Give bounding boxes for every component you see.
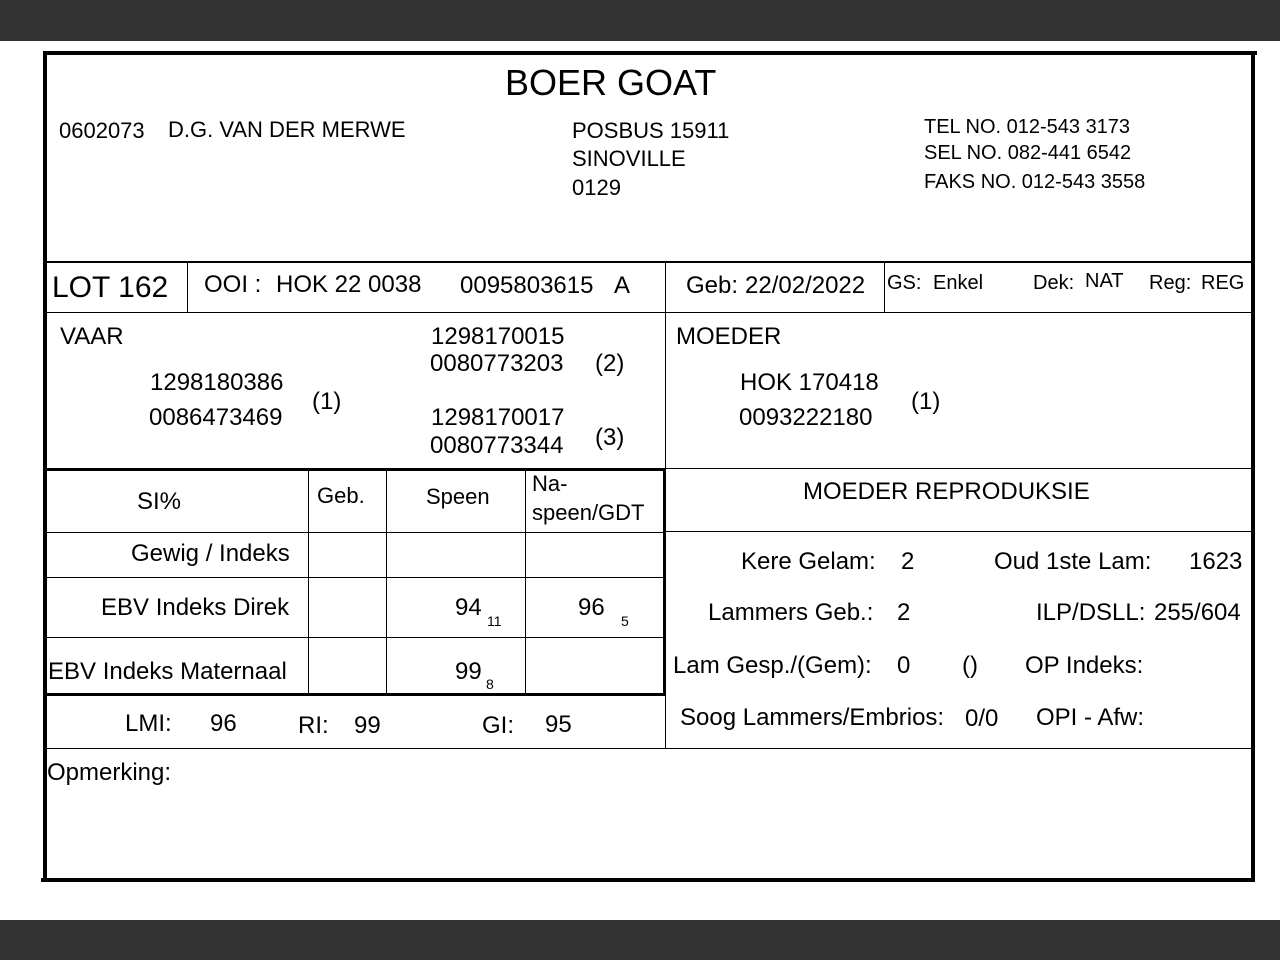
line-above-remarks	[45, 748, 1253, 749]
moeder-label: MOEDER	[676, 323, 782, 350]
gi-value: 95	[545, 711, 572, 738]
direk-naspeen-value: 96	[578, 594, 605, 621]
ilp-dsll-value: 255/604	[1154, 599, 1241, 626]
ri-label: RI:	[298, 712, 329, 739]
line-below-repro-title	[666, 531, 1253, 532]
ebv-table-right	[663, 468, 666, 696]
sel-number: SEL NO. 082-441 6542	[924, 142, 1132, 164]
dek-label: Dek:	[1033, 272, 1075, 294]
ebv-col-divider-2	[386, 470, 387, 694]
grandsire-1-reg: 1298170015	[431, 323, 565, 350]
geb-cell-divider	[884, 262, 885, 313]
speen-header: Speen	[426, 484, 490, 509]
naspeen-header-line-1: Na-	[532, 471, 568, 496]
gi-label: GI:	[482, 712, 515, 739]
ebv-col-divider-3	[525, 470, 526, 694]
dek-value: NAT	[1085, 270, 1124, 292]
soog-lammers-label: Soog Lammers/Embrios:	[680, 704, 945, 731]
maternaal-speen-subscript: 8	[486, 676, 494, 692]
grandsire-2-mark: (3)	[595, 424, 625, 451]
remarks-label: Opmerking:	[47, 759, 172, 786]
lmi-label: LMI:	[125, 710, 172, 737]
op-indeks-label: OP Indeks:	[1025, 652, 1144, 679]
ebv-row-divider-2	[45, 577, 665, 578]
oud-lam-value: 1623	[1189, 548, 1243, 575]
address-line-2: SINOVILLE	[572, 146, 686, 171]
soog-lammers-value: 0/0	[965, 705, 999, 732]
lot-cell-divider	[187, 262, 188, 313]
oud-lam-label: Oud 1ste Lam:	[994, 548, 1152, 575]
ilp-dsll-label: ILP/DSLL:	[1036, 599, 1146, 626]
ooi-grade: A	[614, 272, 631, 299]
ebv-col-divider-1	[308, 470, 309, 694]
grandsire-1-id: 0080773203	[430, 350, 564, 377]
reg-value: REG	[1201, 272, 1245, 294]
geb-header: Geb.	[317, 483, 365, 508]
sire-mark: (1)	[312, 388, 342, 415]
dam-hok: HOK 170418	[740, 369, 879, 396]
grandsire-2-reg: 1298170017	[431, 404, 565, 431]
lammers-geb-value: 2	[897, 599, 911, 626]
geb-label: Geb:	[686, 272, 739, 299]
kere-gelam-value: 2	[901, 548, 915, 575]
frame-left	[43, 51, 47, 882]
naspeen-header-line-2: speen/GDT	[532, 500, 645, 525]
address-line-3: 0129	[572, 175, 621, 200]
direk-speen-value: 94	[455, 594, 482, 621]
faks-number: FAKS NO. 012-543 3558	[924, 171, 1146, 193]
line-below-pedigree-right	[666, 468, 1253, 469]
gs-value: Enkel	[933, 272, 984, 294]
owner-id: 0602073	[59, 118, 145, 143]
owner-name: D.G. VAN DER MERWE	[168, 117, 406, 142]
direk-row-label: EBV Indeks Direk	[101, 594, 290, 621]
sire-id-number: 0086473469	[149, 404, 283, 431]
ebv-table-top	[45, 468, 666, 471]
frame-right	[1251, 51, 1255, 882]
lot-number: LOT 162	[52, 271, 169, 304]
lam-gem-value: ()	[962, 652, 978, 679]
lam-gesp-label: Lam Gesp./(Gem):	[673, 652, 872, 679]
kere-gelam-label: Kere Gelam:	[741, 548, 876, 575]
line-above-lot-row	[45, 261, 1253, 263]
geb-date: 22/02/2022	[745, 272, 866, 299]
grandsire-2-id: 0080773344	[430, 432, 564, 459]
gewig-row-label: Gewig / Indeks	[131, 540, 290, 567]
ooi-hok: HOK 22 0038	[276, 271, 422, 298]
gs-label: GS:	[887, 272, 922, 294]
sire-reg-number: 1298180386	[150, 369, 284, 396]
maternaal-row-label: EBV Indeks Maternaal	[48, 658, 287, 685]
dam-id-number: 0093222180	[739, 404, 873, 431]
reg-label: Reg:	[1149, 272, 1192, 294]
lammers-geb-label: Lammers Geb.:	[708, 599, 874, 626]
ebv-row-divider-3	[45, 637, 665, 638]
lam-gesp-value: 0	[897, 652, 911, 679]
tel-number: TEL NO. 012-543 3173	[924, 116, 1131, 138]
ri-value: 99	[354, 712, 381, 739]
direk-speen-subscript: 11	[487, 613, 502, 629]
line-below-lot-row	[45, 312, 1253, 313]
moeder-reproduksie-title: MOEDER REPRODUKSIE	[803, 478, 1090, 505]
address-line-1: POSBUS 15911	[572, 118, 730, 143]
grandsire-1-mark: (2)	[595, 350, 625, 377]
vaar-label: VAAR	[60, 323, 124, 350]
opi-afw-label: OPI - Afw:	[1036, 704, 1145, 731]
maternaal-speen-value: 99	[455, 658, 482, 685]
ebv-table-bottom	[45, 693, 666, 696]
ebv-row-divider-1	[45, 532, 665, 533]
ooi-number: 0095803615	[460, 272, 594, 299]
direk-naspeen-subscript: 5	[621, 613, 629, 629]
frame-top	[43, 51, 1257, 55]
si-header: SI%	[137, 488, 182, 515]
document-title: BOER GOAT	[505, 62, 717, 103]
lmi-value: 96	[210, 710, 237, 737]
ooi-label: OOI :	[204, 271, 262, 298]
frame-bottom	[41, 878, 1253, 882]
dam-mark: (1)	[911, 388, 941, 415]
